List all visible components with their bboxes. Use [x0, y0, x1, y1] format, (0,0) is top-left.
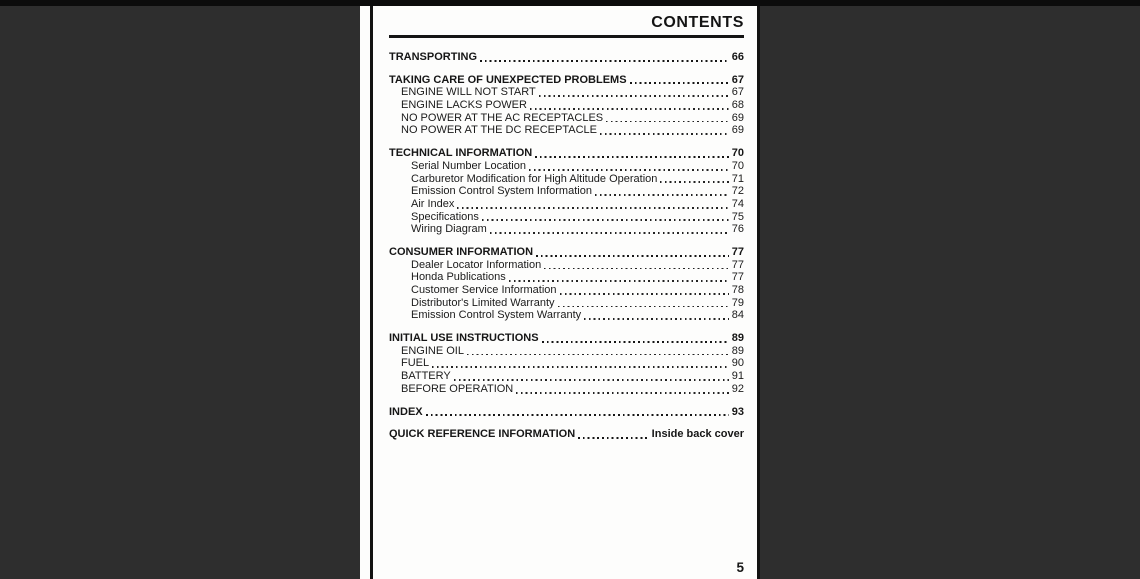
toc-row — [389, 345, 744, 358]
dot-leader — [558, 306, 729, 308]
toc-entry-label: NO POWER AT THE DC RECEPTACLE — [401, 124, 597, 137]
toc-entry-page: 69 — [731, 124, 744, 137]
toc-row — [389, 297, 744, 310]
toc-entry-page: 72 — [731, 185, 744, 198]
page-title: CONTENTS — [651, 14, 744, 31]
toc-entry-page: 68 — [731, 99, 744, 112]
dot-leader — [467, 354, 729, 356]
dot-leader — [482, 219, 729, 221]
toc-entry-label: Emission Control System Information — [411, 185, 592, 198]
toc-entry-label: Carburetor Modification for High Altitude Operation — [411, 172, 658, 185]
toc-list — [389, 51, 744, 441]
page-right-scan-line — [757, 0, 760, 579]
dot-leader — [578, 437, 648, 439]
toc-entry-label: Customer Service Information — [411, 284, 557, 296]
toc-row — [389, 198, 744, 211]
dot-leader — [630, 82, 729, 84]
toc-entry-label: FUEL — [401, 357, 430, 370]
dot-leader — [544, 268, 729, 270]
dot-leader — [539, 95, 729, 97]
toc-row — [389, 309, 744, 322]
toc-row — [389, 259, 744, 272]
dot-leader — [542, 341, 729, 343]
toc-row — [389, 99, 744, 112]
toc-section — [389, 332, 744, 395]
toc-entry-page: 78 — [731, 284, 744, 296]
toc-entry-page: 90 — [731, 357, 744, 370]
toc-entry-page: 92 — [731, 382, 744, 395]
toc-entry-page: 77 — [731, 258, 744, 271]
page-number: 5 — [736, 560, 744, 575]
toc-entry-page: 91 — [731, 370, 744, 383]
dot-leader — [509, 280, 729, 282]
toc-row — [389, 185, 744, 198]
toc-entry-label: TAKING CARE OF UNEXPECTED PROBLEMS — [389, 73, 627, 86]
manual-contents-page — [360, 0, 760, 579]
toc-entry-label: ENGINE LACKS POWER — [401, 99, 527, 112]
dot-leader — [480, 60, 729, 62]
toc-entry-label: Honda Publications — [411, 271, 506, 284]
toc-row — [389, 357, 744, 370]
toc-entry-page: 66 — [731, 51, 744, 63]
toc-row — [389, 147, 744, 160]
toc-entry-page: 76 — [731, 223, 744, 236]
toc-row — [389, 211, 744, 224]
toc-entry-page: 77 — [731, 245, 744, 258]
toc-section — [389, 406, 744, 419]
toc-entry-label: INITIAL USE INSTRUCTIONS — [389, 332, 539, 345]
toc-row — [389, 86, 744, 99]
toc-entry-page: 93 — [731, 405, 744, 418]
dot-leader — [595, 194, 729, 196]
toc-section — [389, 428, 744, 441]
toc-row — [389, 223, 744, 236]
toc-entry-page: 67 — [731, 86, 744, 99]
dot-leader — [432, 366, 729, 368]
dot-leader — [457, 207, 728, 209]
toc-entry-label: Dealer Locator Information — [411, 258, 542, 271]
toc-entry-page: 75 — [731, 210, 744, 223]
dot-leader — [660, 181, 728, 183]
toc-entry-label: QUICK REFERENCE INFORMATION — [389, 428, 576, 441]
toc-row — [389, 112, 744, 125]
dot-leader — [454, 379, 729, 381]
toc-entry-page: 79 — [731, 296, 744, 309]
toc-entry-page: 74 — [731, 197, 744, 210]
toc-entry-page: 70 — [731, 159, 744, 172]
toc-row — [389, 124, 744, 137]
toc-entry-page: 84 — [731, 309, 744, 322]
toc-entry-page: 71 — [731, 172, 744, 185]
toc-section — [389, 246, 744, 322]
dot-leader — [426, 414, 729, 416]
dot-leader — [530, 108, 729, 110]
scan-top-edge — [0, 0, 1140, 6]
toc-entry-label: Air Index — [411, 197, 455, 210]
toc-entry-label: TECHNICAL INFORMATION — [389, 147, 533, 160]
toc-entry-page: 67 — [731, 73, 744, 86]
toc-entry-label: Emission Control System Warranty — [411, 309, 582, 322]
toc-entry-label: INDEX — [389, 405, 423, 418]
toc-section — [389, 147, 744, 236]
toc-entry-label: ENGINE WILL NOT START — [401, 86, 536, 99]
dot-leader — [584, 318, 729, 320]
toc-row — [389, 284, 744, 297]
toc-section — [389, 51, 744, 64]
dot-leader — [536, 255, 729, 257]
toc-row — [389, 406, 744, 419]
dot-leader — [560, 293, 729, 295]
toc-entry-page: 69 — [731, 111, 744, 124]
toc-entry-label: TRANSPORTING — [389, 51, 477, 63]
dot-leader — [606, 121, 729, 123]
toc-entry-label: ENGINE OIL — [401, 344, 464, 357]
dot-leader — [535, 156, 729, 158]
toc-entry-label: NO POWER AT THE AC RECEPTACLES — [401, 111, 604, 124]
toc-row — [389, 51, 744, 64]
toc-row — [389, 74, 744, 87]
toc-row — [389, 173, 744, 186]
toc-entry-page: 89 — [731, 344, 744, 357]
toc-entry-page: 77 — [731, 271, 744, 284]
dot-leader — [529, 169, 729, 171]
toc-row — [389, 271, 744, 284]
page-content — [389, 0, 744, 441]
toc-entry-label: BATTERY — [401, 370, 451, 383]
toc-entry-label: Specifications — [411, 210, 479, 223]
toc-entry-label: Wiring Diagram — [411, 223, 487, 236]
toc-entry-label: Distributor's Limited Warranty — [411, 296, 555, 309]
toc-entry-page: 70 — [731, 147, 744, 160]
toc-entry-label: BEFORE OPERATION — [401, 382, 514, 395]
toc-row — [389, 246, 744, 259]
toc-entry-label: CONSUMER INFORMATION — [389, 245, 534, 258]
dot-leader — [516, 392, 728, 394]
toc-entry-page: 89 — [731, 332, 744, 345]
toc-row — [389, 332, 744, 345]
toc-row — [389, 370, 744, 383]
title-rule — [389, 35, 744, 38]
toc-row — [389, 160, 744, 173]
toc-entry-label: Serial Number Location — [411, 159, 526, 172]
toc-row — [389, 428, 744, 441]
toc-entry-page: Inside back cover — [651, 428, 744, 441]
page-left-scan-line — [370, 0, 373, 579]
toc-section — [389, 74, 744, 137]
toc-row — [389, 383, 744, 396]
dot-leader — [490, 232, 729, 234]
dot-leader — [600, 133, 729, 135]
